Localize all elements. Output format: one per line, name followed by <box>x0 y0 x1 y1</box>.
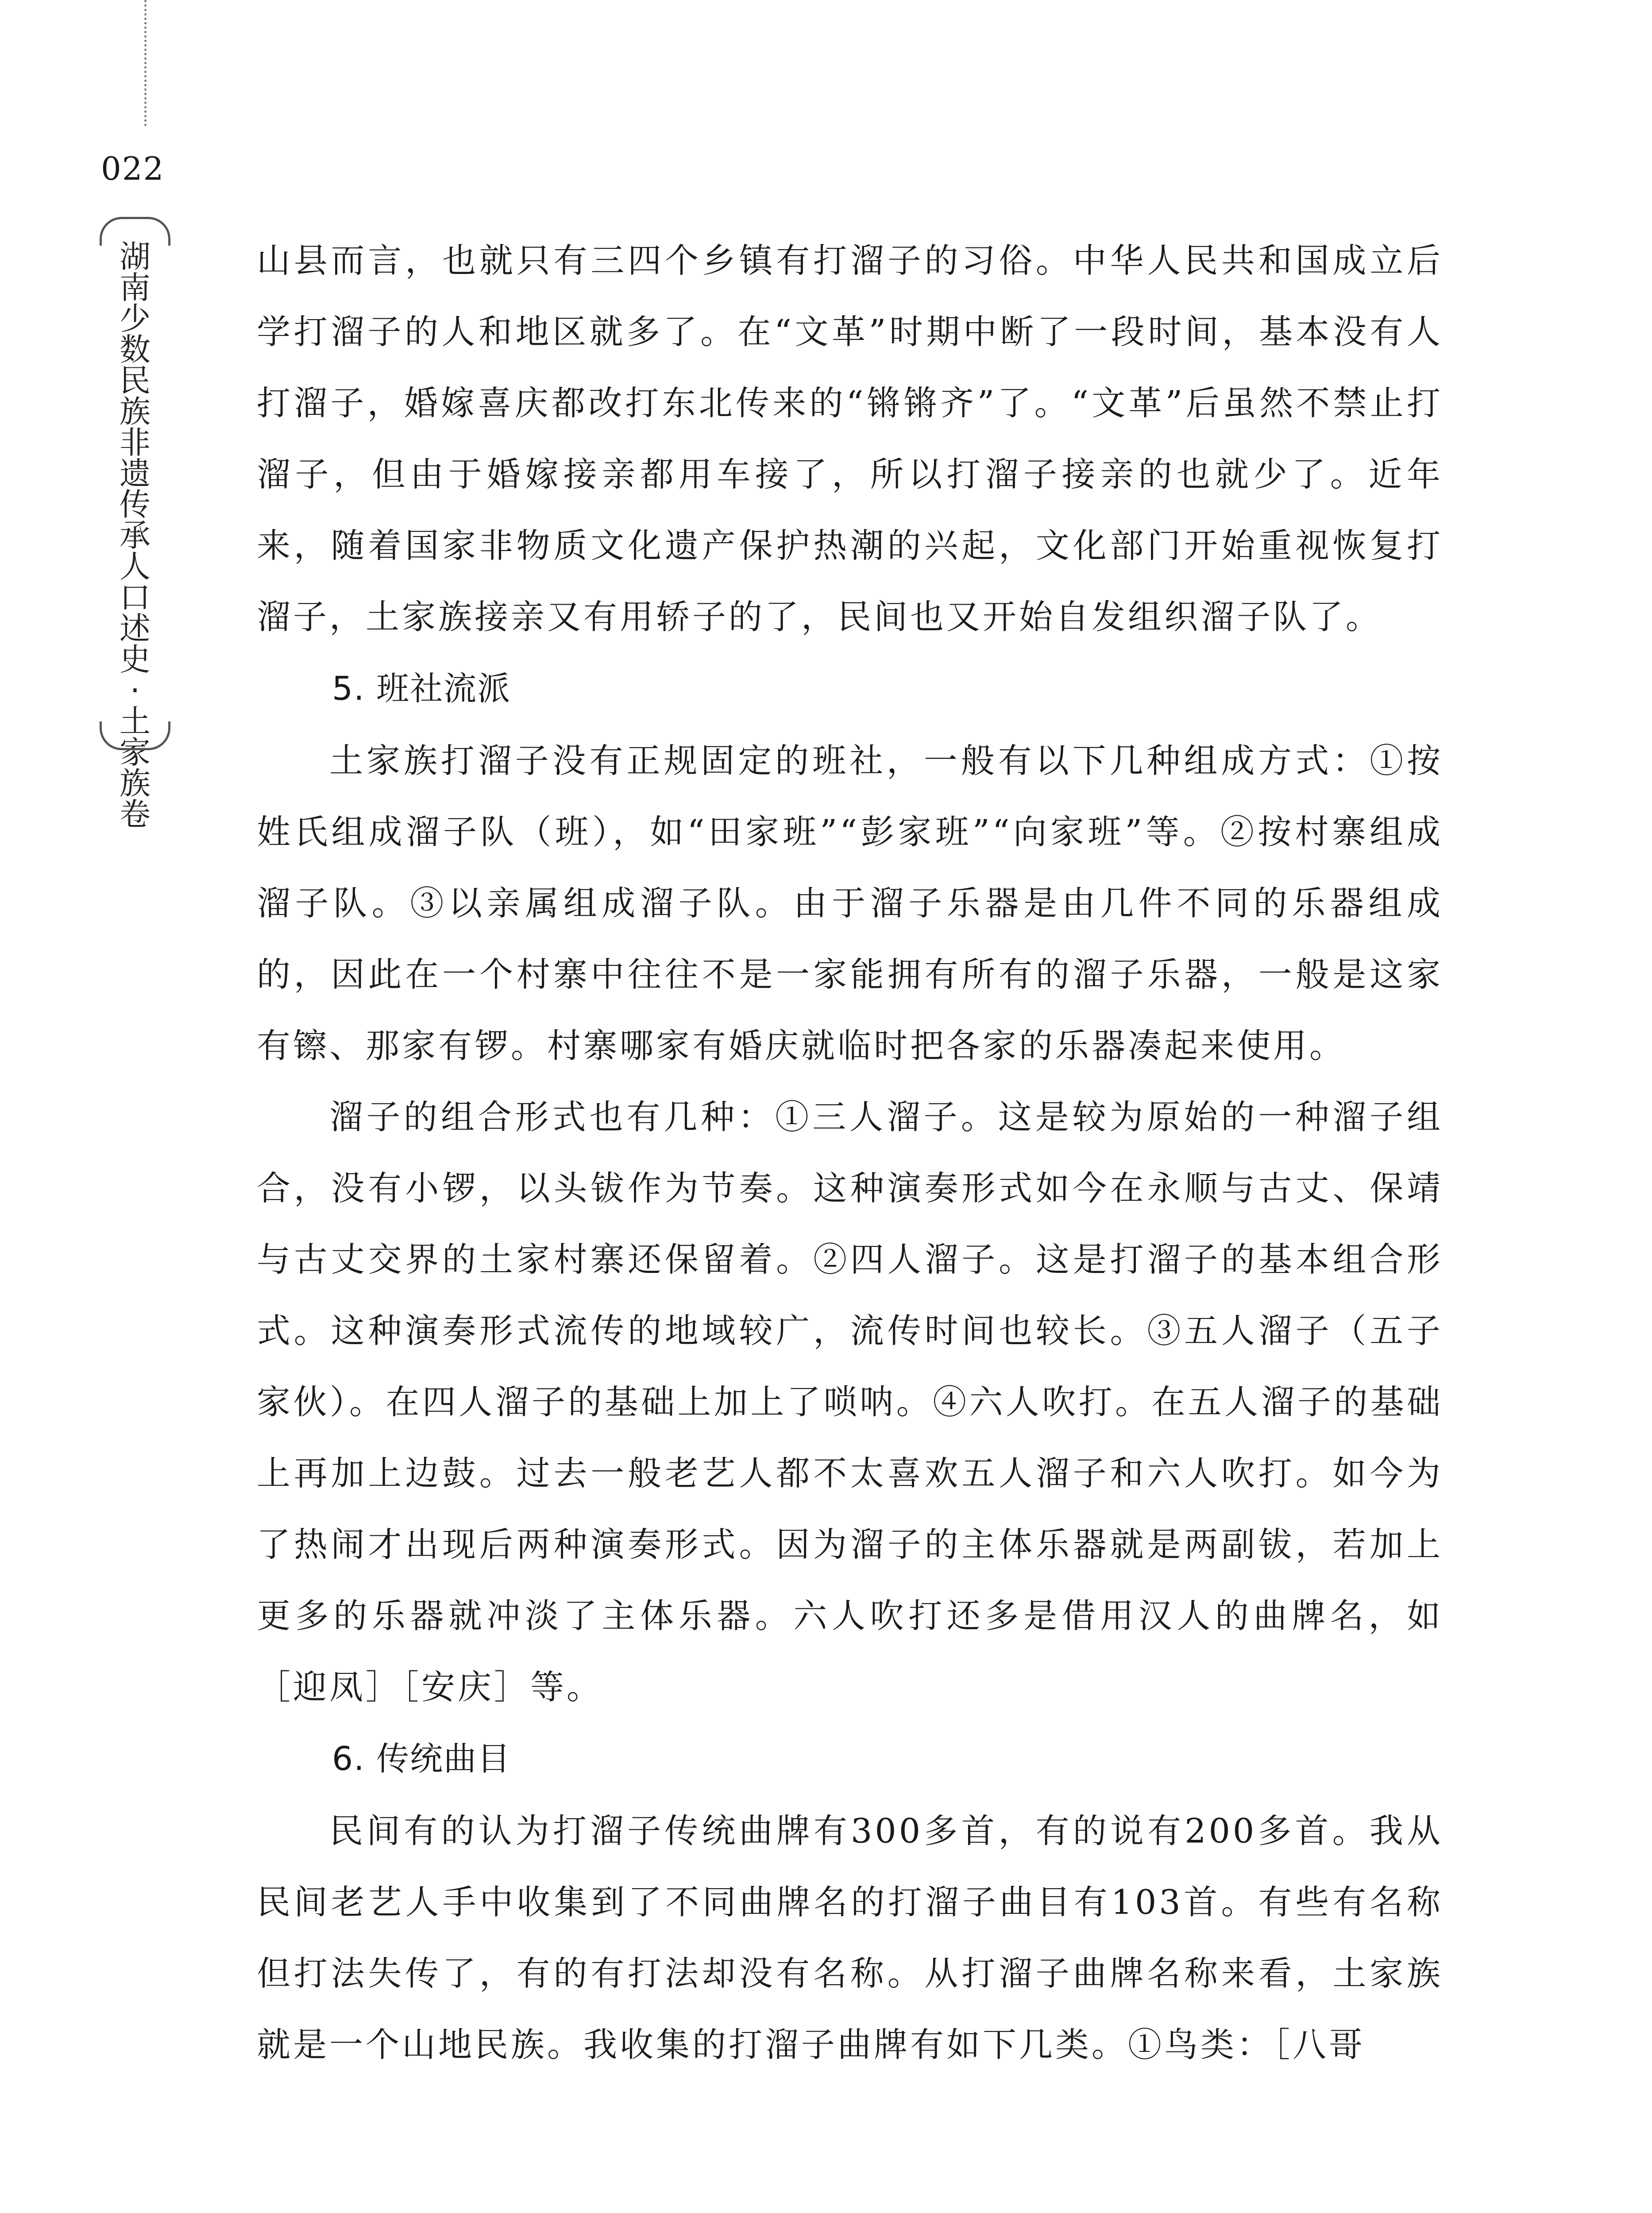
section-heading-lineages: 5. 班社流派 <box>332 670 511 708</box>
series-title-char: 人 <box>120 548 151 585</box>
main-text <box>257 225 1443 2080</box>
series-title-char: 家 <box>120 734 151 771</box>
series-title-char: 口 <box>120 579 151 616</box>
body-paragraph: 土家族打溜子没有正规固定的班社，一般有以下几种组成方式：①按姓氏组成溜子队（班），如“田家班”“彭家班”“向家班”等。②按村寨组成溜子队。③以亲属组成溜子队。由于溜子乐器是由几件不同的乐器组成的，因此在一个村寨中往往不是一家能拥有所有的溜子乐器，一般是这家有镲、那家有锣。村寨哪家有婚庆就临时把各家的乐器凑起来使用。 <box>257 741 1443 1065</box>
body-paragraph: 溜子的组合形式也有几种：①三人溜子。这是较为原始的一种溜子组合，没有小锣，以头钹作为节奏。这种演奏形式如今在永顺与古丈、保靖与古丈交界的土家村寨还保留着。②四人溜子。这是打溜子的基本组合形式。这种演奏形式流传的地域较广，流传时间也较长。③五人溜子（五子家伙）。在四人溜子的基础上加上了唢呐。④六人吹打。在五人溜子的基础上再加上边鼓。过去一般老艺人都不太喜欢五人溜子和六人吹打。如今为了热闹才出现后两种演奏形式。因为溜子的主体乐器就是两副钹，若加上更多的乐器就冲淡了主体乐器。六人吹打还多是借用汉人的曲牌名，如［迎凤］［安庆］等。 <box>257 1097 1443 1707</box>
series-title-char: 少 <box>120 301 151 337</box>
section-heading-traditional-repertoire: 6. 传统曲目 <box>332 1740 511 1778</box>
body-paragraph: 山县而言，也就只有三四个乡镇有打溜子的习俗。中华人民共和国成立后学打溜子的人和地区就多了。在“文革”时期中断了一段时间，基本没有人打溜子，婚嫁喜庆都改打东北传来的“锵锵齐”了。“文革”后虽然不禁止打溜子，但由于婚嫁接亲都用车接了，所以打溜子接亲的也就少了。近年来，随着国家非物质文化遗产保护热潮的兴起，文化部门开始重视恢复打溜子，土家族接亲又有用轿子的了，民间也又开始自发组织溜子队了。 <box>257 241 1443 636</box>
series-title-char: 湖 <box>120 239 151 275</box>
series-title-char: 遗 <box>120 455 151 492</box>
series-title-char: 史 <box>120 641 151 678</box>
series-title-char: 土 <box>120 703 151 740</box>
series-title-char: 数 <box>120 332 151 368</box>
series-title-char: 述 <box>120 610 151 647</box>
series-title-char: 非 <box>120 424 151 461</box>
series-title-char: 族 <box>120 393 151 430</box>
series-title-char: 南 <box>120 270 151 306</box>
series-title <box>100 239 170 833</box>
series-title-char: 民 <box>120 362 151 399</box>
series-title-char: 卷 <box>120 796 151 833</box>
margin-dotted-rule <box>144 0 147 126</box>
series-title-char: 承 <box>120 517 151 554</box>
series-title-char: 传 <box>120 486 151 523</box>
series-title-box <box>100 217 170 833</box>
series-title-char: · <box>130 672 140 709</box>
page-number: 022 <box>101 150 165 187</box>
series-title-char: 族 <box>120 765 151 802</box>
body-paragraph: 民间有的认为打溜子传统曲牌有300多首，有的说有200多首。我从民间老艺人手中收集到了不同曲牌名的打溜子曲目有103首。有些有名称但打法失传了，有的有打法却没有名称。从打溜子曲牌名称来看，土家族就是一个山地民族。我收集的打溜子曲牌有如下几类。①鸟类：［八哥 <box>257 1811 1443 2064</box>
